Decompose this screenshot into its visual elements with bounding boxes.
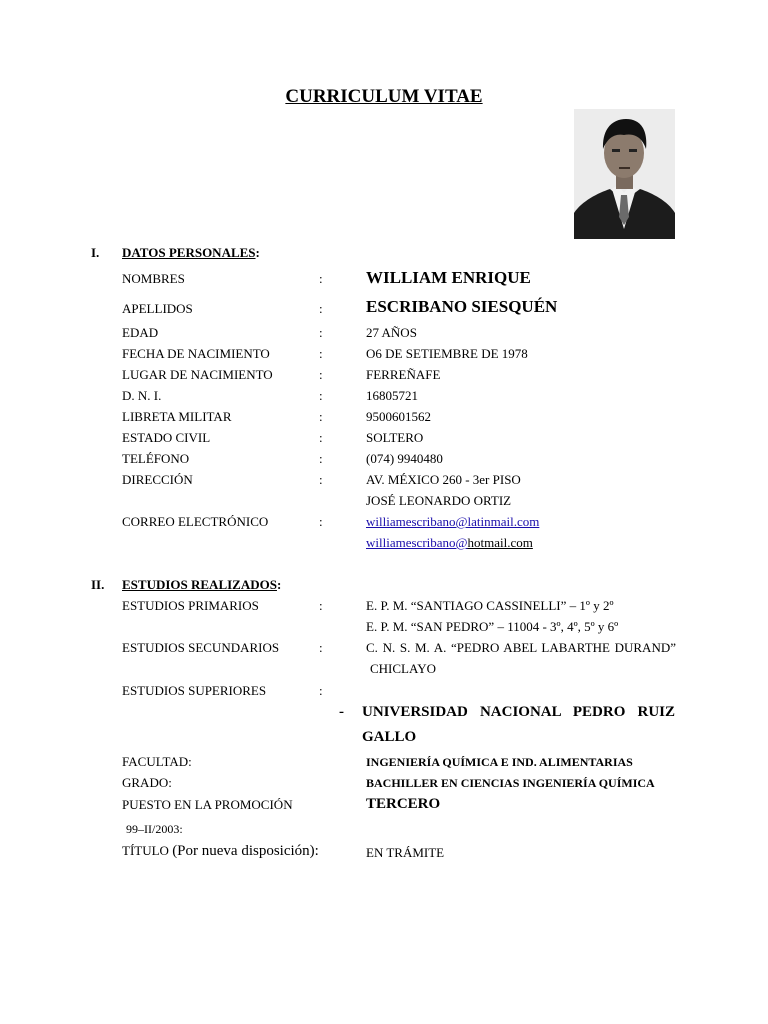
field-value: O6 DE SETIEMBRE DE 1978 bbox=[366, 346, 528, 361]
email-user[interactable]: williamescribano@ bbox=[366, 535, 468, 550]
field-label: ESTADO CIVIL bbox=[122, 430, 211, 445]
colon: : bbox=[319, 409, 323, 424]
colon: : bbox=[319, 683, 323, 698]
email-link-hotmail[interactable] bbox=[366, 535, 533, 551]
colon: : bbox=[319, 514, 323, 529]
section-colon: : bbox=[276, 577, 282, 592]
field-label: LIBRETA MILITAR bbox=[122, 409, 232, 424]
university-name: UNIVERSIDAD NACIONAL PEDRO RUIZ bbox=[362, 704, 675, 720]
colon: : bbox=[319, 598, 323, 613]
field-label bbox=[122, 843, 319, 859]
field-value: BACHILLER EN CIENCIAS INGENIERÍA QUÍMICA bbox=[366, 776, 655, 790]
colon: : bbox=[319, 301, 323, 316]
field-sublabel: 99–II/2003: bbox=[126, 822, 183, 836]
field-label: D. N. I. bbox=[122, 388, 162, 403]
colon: : bbox=[319, 346, 323, 361]
section-title: DATOS PERSONALES bbox=[122, 245, 256, 260]
field-label: GRADO: bbox=[122, 775, 172, 790]
field-label: CORREO ELECTRÓNICO bbox=[122, 514, 269, 529]
field-label: ESTUDIOS PRIMARIOS bbox=[122, 598, 259, 613]
colon: : bbox=[319, 640, 323, 655]
portrait-photo bbox=[574, 109, 675, 239]
section-number: II. bbox=[91, 577, 105, 592]
field-label-b: (Por nueva disposición): bbox=[172, 843, 319, 859]
field-value: (074) 9940480 bbox=[366, 451, 443, 466]
field-label: PUESTO EN LA PROMOCIÓN bbox=[122, 797, 293, 812]
colon: : bbox=[319, 451, 323, 466]
field-label: DIRECCIÓN bbox=[122, 472, 193, 487]
field-label: FACULTAD: bbox=[122, 754, 192, 769]
field-value: FERREÑAFE bbox=[366, 367, 441, 382]
colon: : bbox=[319, 472, 323, 487]
colon: : bbox=[319, 325, 323, 340]
field-label: EDAD bbox=[122, 325, 159, 340]
list-dash: - bbox=[339, 704, 344, 720]
colon: : bbox=[319, 271, 323, 286]
field-value: C. N. S. M. A. “PEDRO ABEL LABARTHE DURAND” bbox=[366, 640, 676, 655]
colon: : bbox=[319, 430, 323, 445]
field-label: ESTUDIOS SECUNDARIOS bbox=[122, 640, 280, 655]
section-number: I. bbox=[91, 245, 100, 260]
field-value: E. P. M. “SAN PEDRO” – 11004 - 3º, 4º, 5º y 6º bbox=[366, 619, 619, 634]
section-title: ESTUDIOS REALIZADOS bbox=[122, 577, 277, 592]
field-value: AV. MÉXICO 260 - 3er PISO bbox=[366, 472, 521, 487]
field-value: 16805721 bbox=[366, 388, 418, 403]
field-label: ESTUDIOS SUPERIORES bbox=[122, 683, 267, 698]
field-label: NOMBRES bbox=[122, 271, 185, 286]
field-value: JOSÉ LEONARDO ORTIZ bbox=[366, 493, 512, 508]
portrait-photo-drawing bbox=[574, 109, 675, 239]
colon: : bbox=[319, 367, 323, 382]
field-label-a: TÍTULO bbox=[122, 843, 169, 858]
field-label: FECHA DE NACIMIENTO bbox=[122, 346, 270, 361]
section-estudios-realizados bbox=[91, 577, 281, 593]
field-value: SOLTERO bbox=[366, 430, 424, 445]
email-domain[interactable]: hotmail.com bbox=[467, 535, 533, 550]
university-name-cont: GALLO bbox=[362, 729, 417, 745]
field-value: ESCRIBANO SIESQUÉN bbox=[366, 297, 558, 316]
field-value: CHICLAYO bbox=[370, 661, 436, 676]
document-title: CURRICULUM VITAE bbox=[285, 86, 483, 107]
field-label: APELLIDOS bbox=[122, 301, 193, 316]
section-datos-personales bbox=[91, 245, 260, 261]
field-label: LUGAR DE NACIMIENTO bbox=[122, 367, 273, 382]
email-link-latinmail[interactable]: williamescribano@latinmail.com bbox=[366, 514, 540, 529]
section-colon: : bbox=[255, 245, 260, 260]
field-value: WILLIAM ENRIQUE bbox=[366, 268, 531, 287]
field-value: EN TRÁMITE bbox=[366, 845, 445, 860]
field-value: INGENIERÍA QUÍMICA E IND. ALIMENTARIAS bbox=[366, 755, 633, 769]
field-value: 27 AÑOS bbox=[366, 325, 417, 340]
field-label: TELÉFONO bbox=[122, 451, 190, 466]
field-value: E. P. M. “SANTIAGO CASSINELLI” – 1º y 2º bbox=[366, 598, 614, 613]
field-value: TERCERO bbox=[366, 796, 441, 812]
colon: : bbox=[319, 388, 323, 403]
field-value: 9500601562 bbox=[366, 409, 431, 424]
